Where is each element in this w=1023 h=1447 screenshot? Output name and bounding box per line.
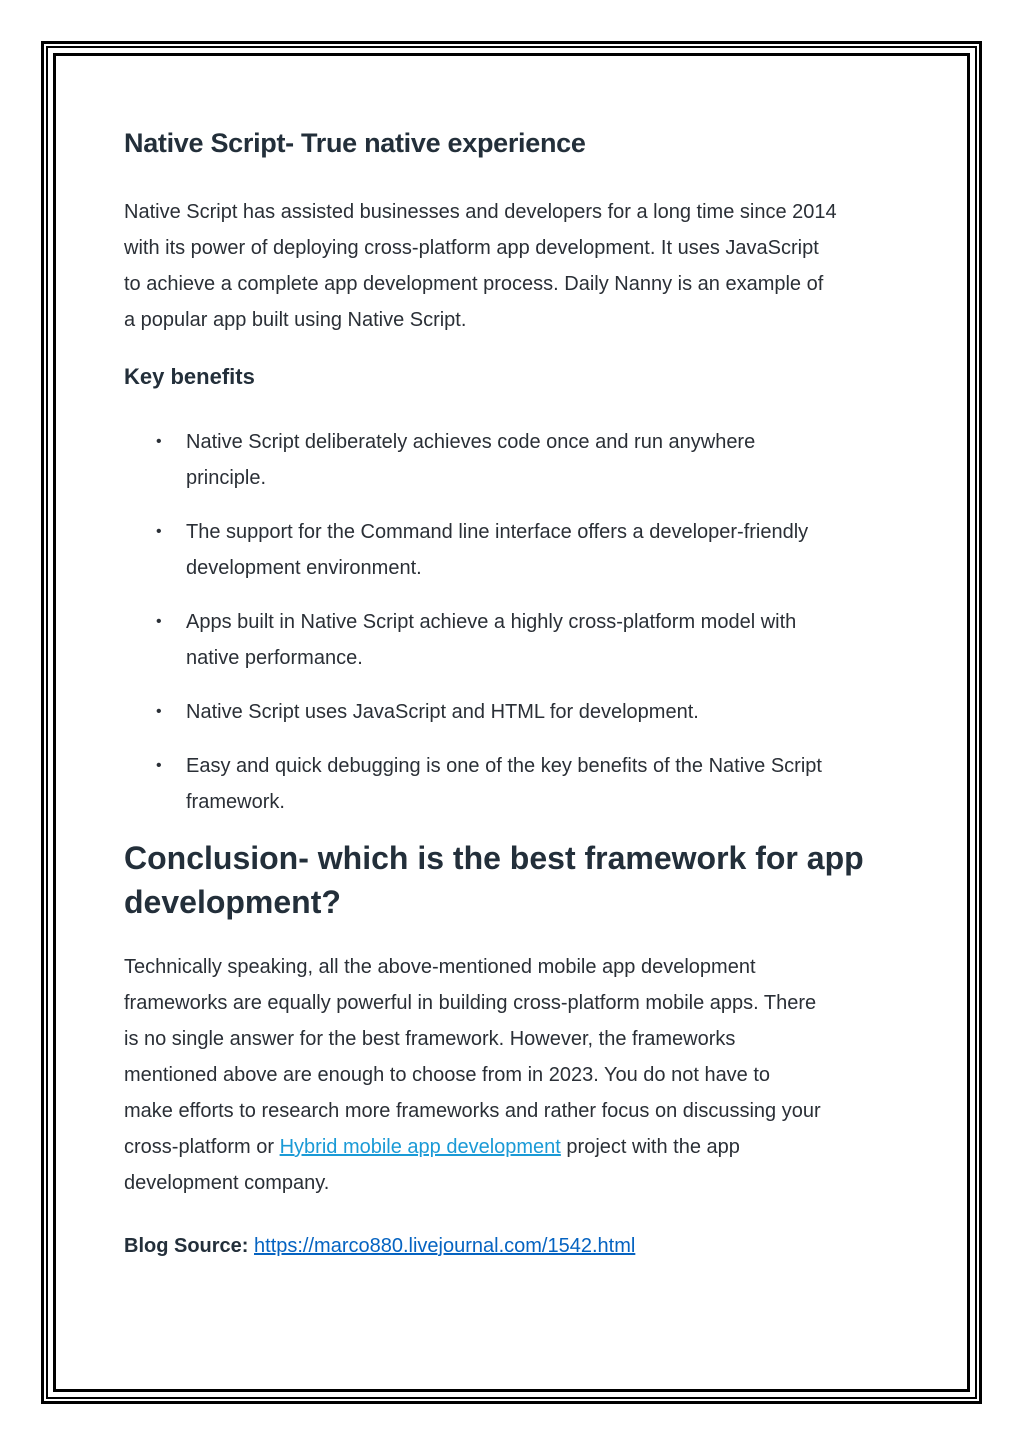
conclusion-line: development company. — [124, 1172, 330, 1194]
conclusion-line: cross-platform or — [124, 1136, 280, 1158]
conclusion-line: frameworks are equally powerful in building cross-platform mobile apps. There — [124, 992, 817, 1014]
conclusion-line: make efforts to research more frameworks and rather focus on discussing your — [124, 1100, 821, 1122]
conclusion-paragraph — [124, 949, 821, 1201]
intro-line: Native Script has assisted businesses and developers for a long time since 2014 — [124, 201, 837, 223]
conclusion-title-line: development? — [124, 884, 341, 920]
hybrid-app-development-link[interactable]: Hybrid mobile app development — [279, 1136, 561, 1158]
bullet-icon: • — [156, 703, 162, 720]
benefits-title: Key benefits — [124, 364, 255, 389]
blog-source-link[interactable]: https://marco880.livejournal.com/1542.html — [254, 1235, 636, 1257]
list-item — [124, 514, 914, 586]
benefit-text: framework. — [186, 791, 285, 813]
blog-source-label: Blog Source: — [124, 1235, 249, 1257]
conclusion-title-line: Conclusion- which is the best framework for app — [124, 840, 864, 876]
list-item — [124, 424, 914, 496]
benefit-text: Apps built in Native Script achieve a highly cross-platform model with — [186, 611, 797, 633]
list-item — [124, 748, 914, 820]
intro-line: with its power of deploying cross-platform app development. It uses JavaScript — [124, 237, 819, 259]
bullet-icon: • — [156, 613, 162, 630]
list-item — [124, 604, 914, 676]
conclusion-line: project with the app — [560, 1136, 740, 1158]
benefit-text: principle. — [186, 467, 267, 489]
blog-source — [124, 1228, 635, 1264]
bullet-icon: • — [156, 433, 162, 450]
benefit-text: The support for the Command line interface offers a developer-friendly — [186, 521, 809, 543]
benefit-text: native performance. — [186, 647, 363, 669]
bullet-icon: • — [156, 523, 162, 540]
list-item — [124, 694, 914, 730]
conclusion-line: mentioned above are enough to choose from in 2023. You do not have to — [124, 1064, 771, 1086]
benefits-list — [124, 424, 914, 838]
intro-line: a popular app built using Native Script. — [124, 309, 467, 331]
benefit-text: Easy and quick debugging is one of the key benefits of the Native Script — [186, 755, 822, 777]
benefit-text: development environment. — [186, 557, 422, 579]
intro-line: to achieve a complete app development process. Daily Nanny is an example of — [124, 273, 824, 295]
intro-paragraph — [124, 194, 837, 338]
conclusion-title — [124, 836, 884, 924]
conclusion-line: is no single answer for the best framework. However, the frameworks — [124, 1028, 736, 1050]
benefit-text: Native Script uses JavaScript and HTML for development. — [186, 701, 699, 723]
section-title: Native Script- True native experience — [124, 128, 586, 158]
benefit-text: Native Script deliberately achieves code once and run anywhere — [186, 431, 756, 453]
bullet-icon: • — [156, 757, 162, 774]
conclusion-line: Technically speaking, all the above-mentioned mobile app development — [124, 956, 756, 978]
